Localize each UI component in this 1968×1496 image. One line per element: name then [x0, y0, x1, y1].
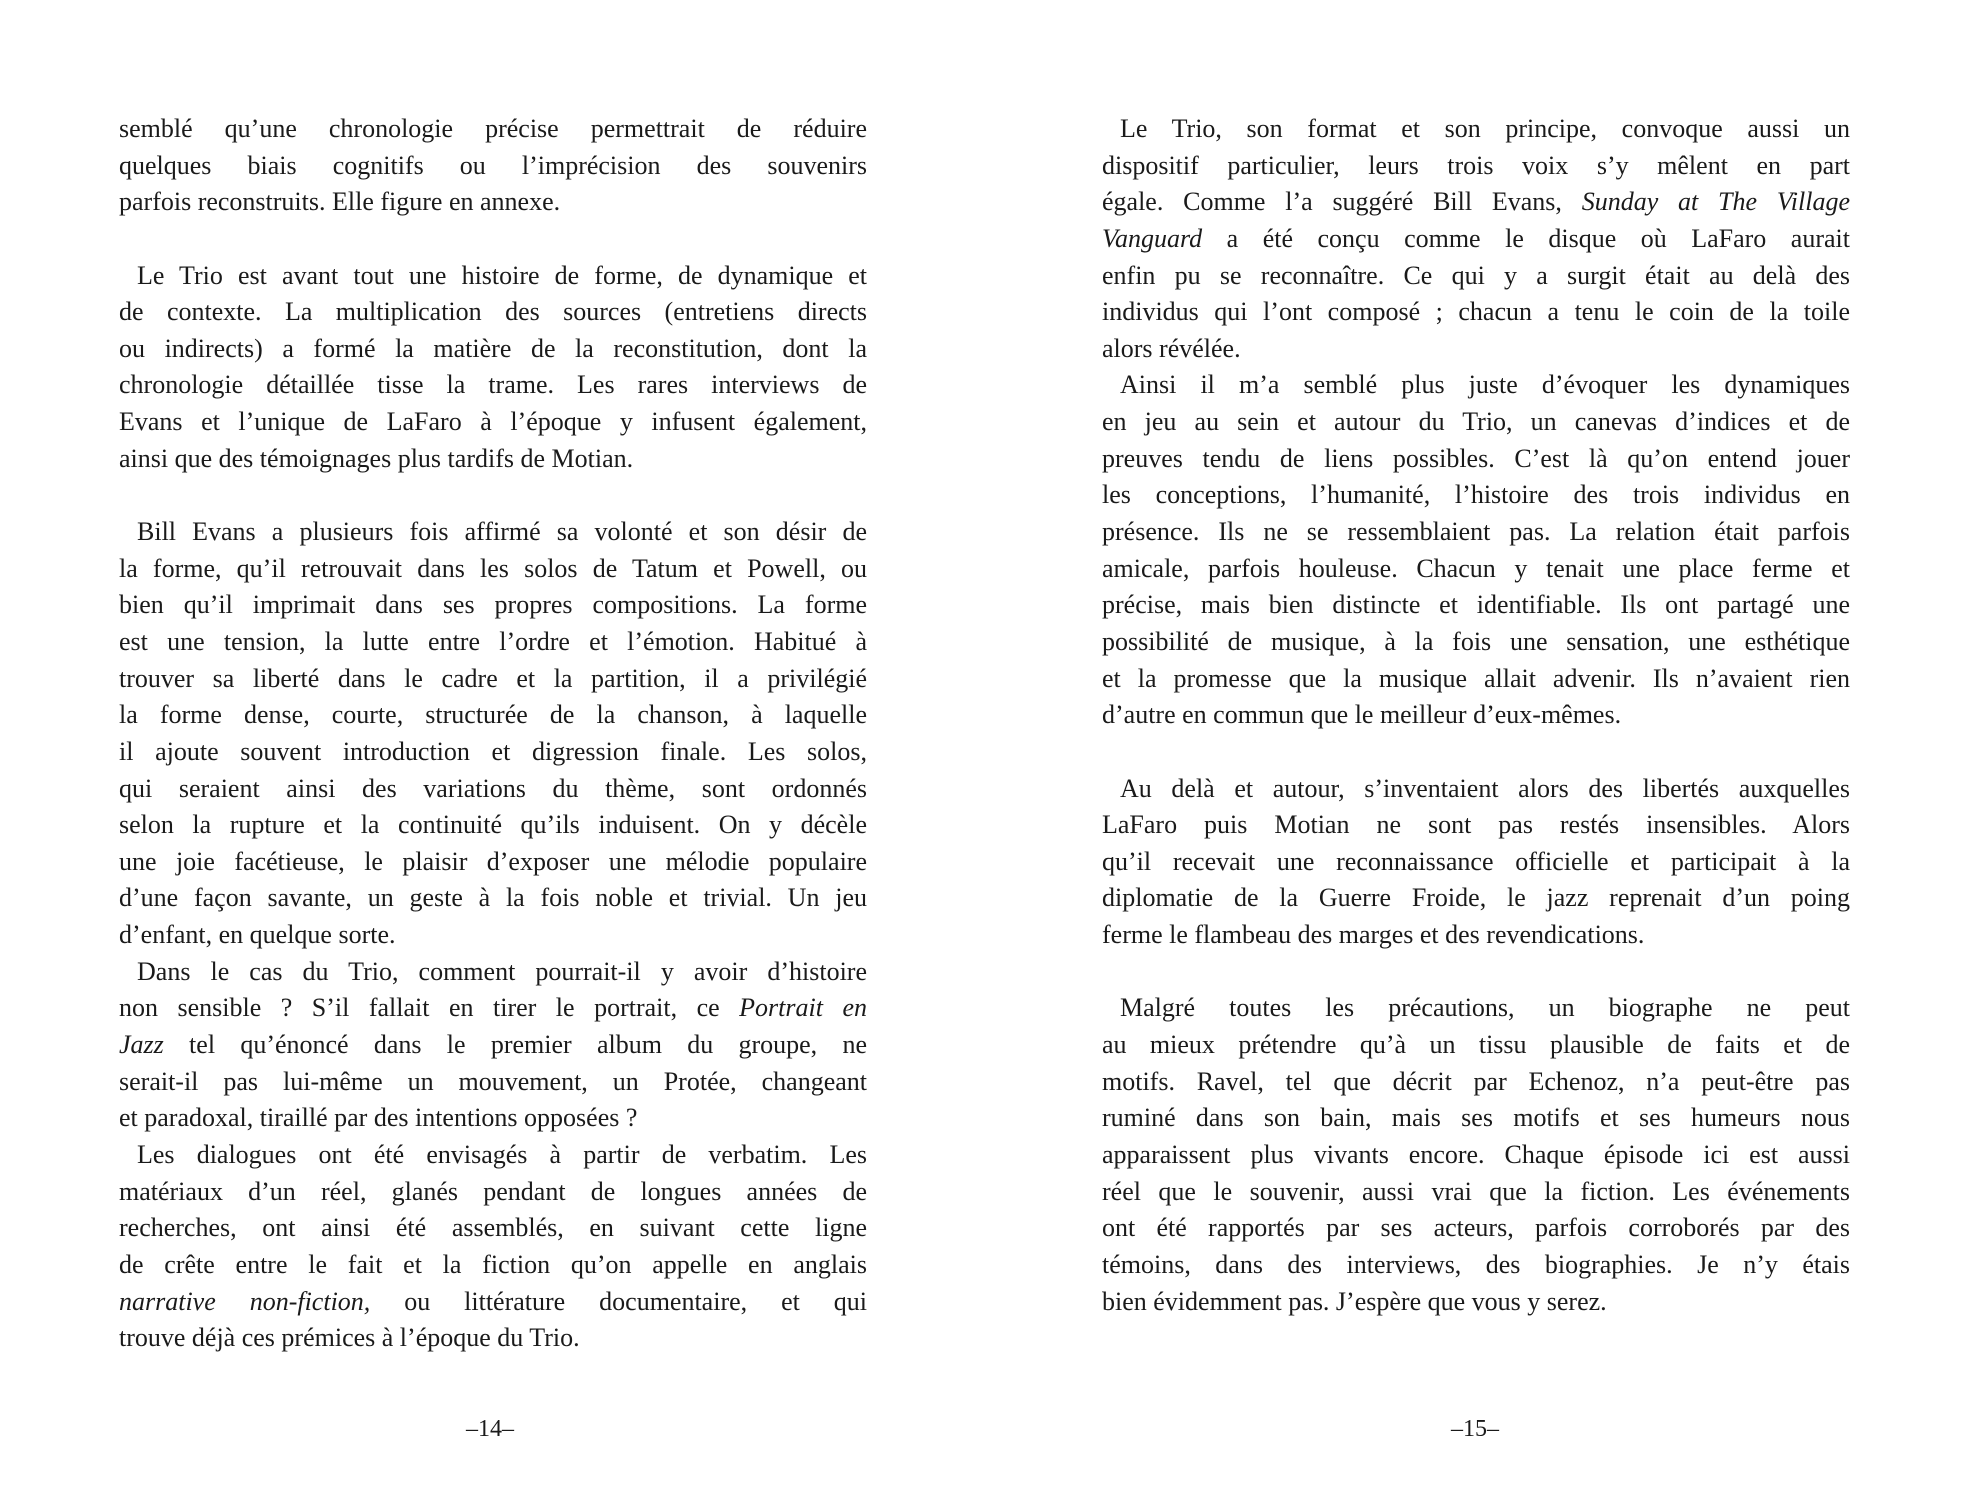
text-line: Les dialogues ont été envisagés à partir de verbatim. Les	[137, 1139, 867, 1169]
text-line: Le Trio, son format et son principe, convoque aussi un	[1120, 114, 1850, 143]
text-line: d’enfant, en quelque sorte.	[119, 920, 396, 950]
text-line: alors révélée.	[1102, 333, 1241, 363]
text-line: Evans et l’unique de LaFaro à l’époque y infusent également,	[119, 407, 867, 437]
text-line: ont été rapportés par ses acteurs, parfois corroborés par des	[1102, 1213, 1850, 1243]
text-line: ou indirects) a formé la matière de la reconstitution, dont la	[119, 333, 867, 363]
text-line: parfois reconstruits. Elle figure en annexe.	[119, 187, 561, 217]
text-line: selon la rupture et la continuité qu’ils induisent. On y décèle	[119, 810, 867, 840]
text-line: matériaux d’un réel, glanés pendant de longues années de	[119, 1176, 867, 1206]
text-line: témoins, dans des interviews, des biographies. Je n’y étais	[1102, 1249, 1850, 1279]
text-line	[1102, 184, 1850, 221]
page-number-left: –14–	[466, 1416, 514, 1442]
text-line: trouver sa liberté dans le cadre et la partition, il a privilégié	[119, 663, 867, 693]
text-line	[119, 990, 867, 1027]
text-line	[119, 1027, 867, 1064]
text-line: Ainsi il m’a semblé plus juste d’évoquer les dynamiques	[1120, 370, 1850, 400]
text-line: qui seraient ainsi des variations du thème, sont ordonnés	[119, 773, 867, 803]
blank-line	[1102, 734, 1850, 771]
text-line: bien évidemment pas. J’espère que vous y serez.	[1102, 1286, 1607, 1316]
text-line: dispositif particulier, leurs trois voix s’y mêlent en part	[1102, 150, 1850, 180]
left-page-text	[119, 111, 867, 1357]
text-line: et paradoxal, tiraillé par des intentions opposées ?	[119, 1103, 638, 1133]
text-line: d’autre en commun que le meilleur d’eux-mêmes.	[1102, 700, 1622, 730]
blank-line	[1102, 954, 1850, 991]
text-line: LaFaro puis Motian ne sont pas restés insensibles. Alors	[1102, 810, 1850, 840]
text-segment: ou littérature documentaire, et qui	[370, 1286, 868, 1316]
text-line: d’une façon savante, un geste à la fois noble et trivial. Un jeu	[119, 883, 867, 913]
right-page-text	[1102, 111, 1850, 1320]
text-line: individus qui l’ont composé ; chacun a tenu le coin de la toile	[1102, 297, 1850, 327]
blank-line	[119, 221, 867, 258]
text-line: une joie facétieuse, le plaisir d’exposer une mélodie populaire	[119, 846, 867, 876]
text-line: de crête entre le fait et la fiction qu’on appelle en anglais	[119, 1249, 867, 1279]
text-line: apparaissent plus vivants encore. Chaque épisode ici est aussi	[1102, 1139, 1850, 1169]
text-line: la forme dense, courte, structurée de la chanson, à laquelle	[119, 700, 867, 730]
text-line: il ajoute souvent introduction et digression finale. Les solos,	[119, 736, 867, 766]
text-line: en jeu au sein et autour du Trio, un canevas d’indices et de	[1102, 407, 1850, 437]
text-line: Bill Evans a plusieurs fois affirmé sa volonté et son désir de	[137, 517, 867, 547]
text-line: ruminé dans son bain, mais ses motifs et ses humeurs nous	[1102, 1103, 1850, 1133]
text-line: recherches, ont ainsi été assemblés, en suivant cette ligne	[119, 1213, 867, 1243]
italic-title: Jazz	[119, 1030, 164, 1060]
page-number-right: –15–	[1451, 1416, 1499, 1442]
blank-line	[119, 477, 867, 514]
text-line: Le Trio est avant tout une histoire de forme, de dynamique et	[137, 260, 867, 290]
text-line: semblé qu’une chronologie précise permettrait de réduire	[119, 114, 867, 143]
text-line: Dans le cas du Trio, comment pourrait-il y avoir d’histoire	[137, 956, 867, 986]
text-line: présence. Ils ne se ressemblaient pas. La relation était parfois	[1102, 517, 1850, 547]
text-line: les conceptions, l’humanité, l’histoire des trois individus en	[1102, 480, 1850, 510]
text-line: enfin pu se reconnaître. Ce qui y a surgit était au delà des	[1102, 260, 1850, 290]
text-line: réel que le souvenir, aussi vrai que la fiction. Les événements	[1102, 1176, 1850, 1206]
text-line: possibilité de musique, à la fois une sensation, une esthétique	[1102, 626, 1850, 656]
text-line: de contexte. La multiplication des sources (entretiens directs	[119, 297, 867, 327]
italic-title: Portrait en	[739, 993, 867, 1023]
text-line: preuves tendu de liens possibles. C’est là qu’on entend jouer	[1102, 443, 1850, 473]
text-line: motifs. Ravel, tel que décrit par Echenoz, n’a peut-être pas	[1102, 1066, 1850, 1096]
text-line	[119, 1284, 867, 1321]
text-line: diplomatie de la Guerre Froide, le jazz reprenait d’un poing	[1102, 883, 1850, 913]
text-line: au mieux prétendre qu’à un tissu plausible de faits et de	[1102, 1030, 1850, 1060]
text-segment: tel qu’énoncé dans le premier album du groupe, ne	[163, 1030, 867, 1060]
text-line: Malgré toutes les précautions, un biographe ne peut	[1120, 993, 1850, 1023]
text-segment: a été conçu comme le disque où LaFaro aurait	[1202, 223, 1850, 253]
text-line: la forme, qu’il retrouvait dans les solos de Tatum et Powell, ou	[119, 553, 867, 583]
text-line: et la promesse que la musique allait advenir. Ils n’avaient rien	[1102, 663, 1850, 693]
italic-title: Sunday at The Village	[1581, 187, 1850, 217]
text-line: serait-il pas lui-même un mouvement, un Protée, changeant	[119, 1066, 867, 1096]
text-line: précise, mais bien distincte et identifiable. Ils ont partagé une	[1102, 590, 1850, 620]
italic-title: narrative non-fiction,	[119, 1286, 371, 1316]
text-line: qu’il recevait une reconnaissance officielle et participait à la	[1102, 846, 1850, 876]
text-line: bien qu’il imprimait dans ses propres compositions. La forme	[119, 590, 867, 620]
text-line: trouve déjà ces prémices à l’époque du Trio.	[119, 1323, 580, 1353]
text-line	[1102, 221, 1850, 258]
text-line: amicale, parfois houleuse. Chacun y tenait une place ferme et	[1102, 553, 1850, 583]
text-segment: non sensible ? S’il fallait en tirer le portrait, ce	[119, 993, 740, 1023]
text-segment: égale. Comme l’a suggéré Bill Evans,	[1102, 187, 1582, 217]
text-line: quelques biais cognitifs ou l’imprécision des souvenirs	[119, 150, 867, 180]
italic-title: Vanguard	[1102, 223, 1203, 253]
text-line: Au delà et autour, s’inventaient alors des libertés auxquelles	[1120, 773, 1850, 803]
text-line: est une tension, la lutte entre l’ordre et l’émotion. Habitué à	[119, 626, 867, 656]
text-line: chronologie détaillée tisse la trame. Les rares interviews de	[119, 370, 867, 400]
text-line: ferme le flambeau des marges et des revendications.	[1102, 920, 1645, 950]
text-line: ainsi que des témoignages plus tardifs de Motian.	[119, 443, 634, 473]
